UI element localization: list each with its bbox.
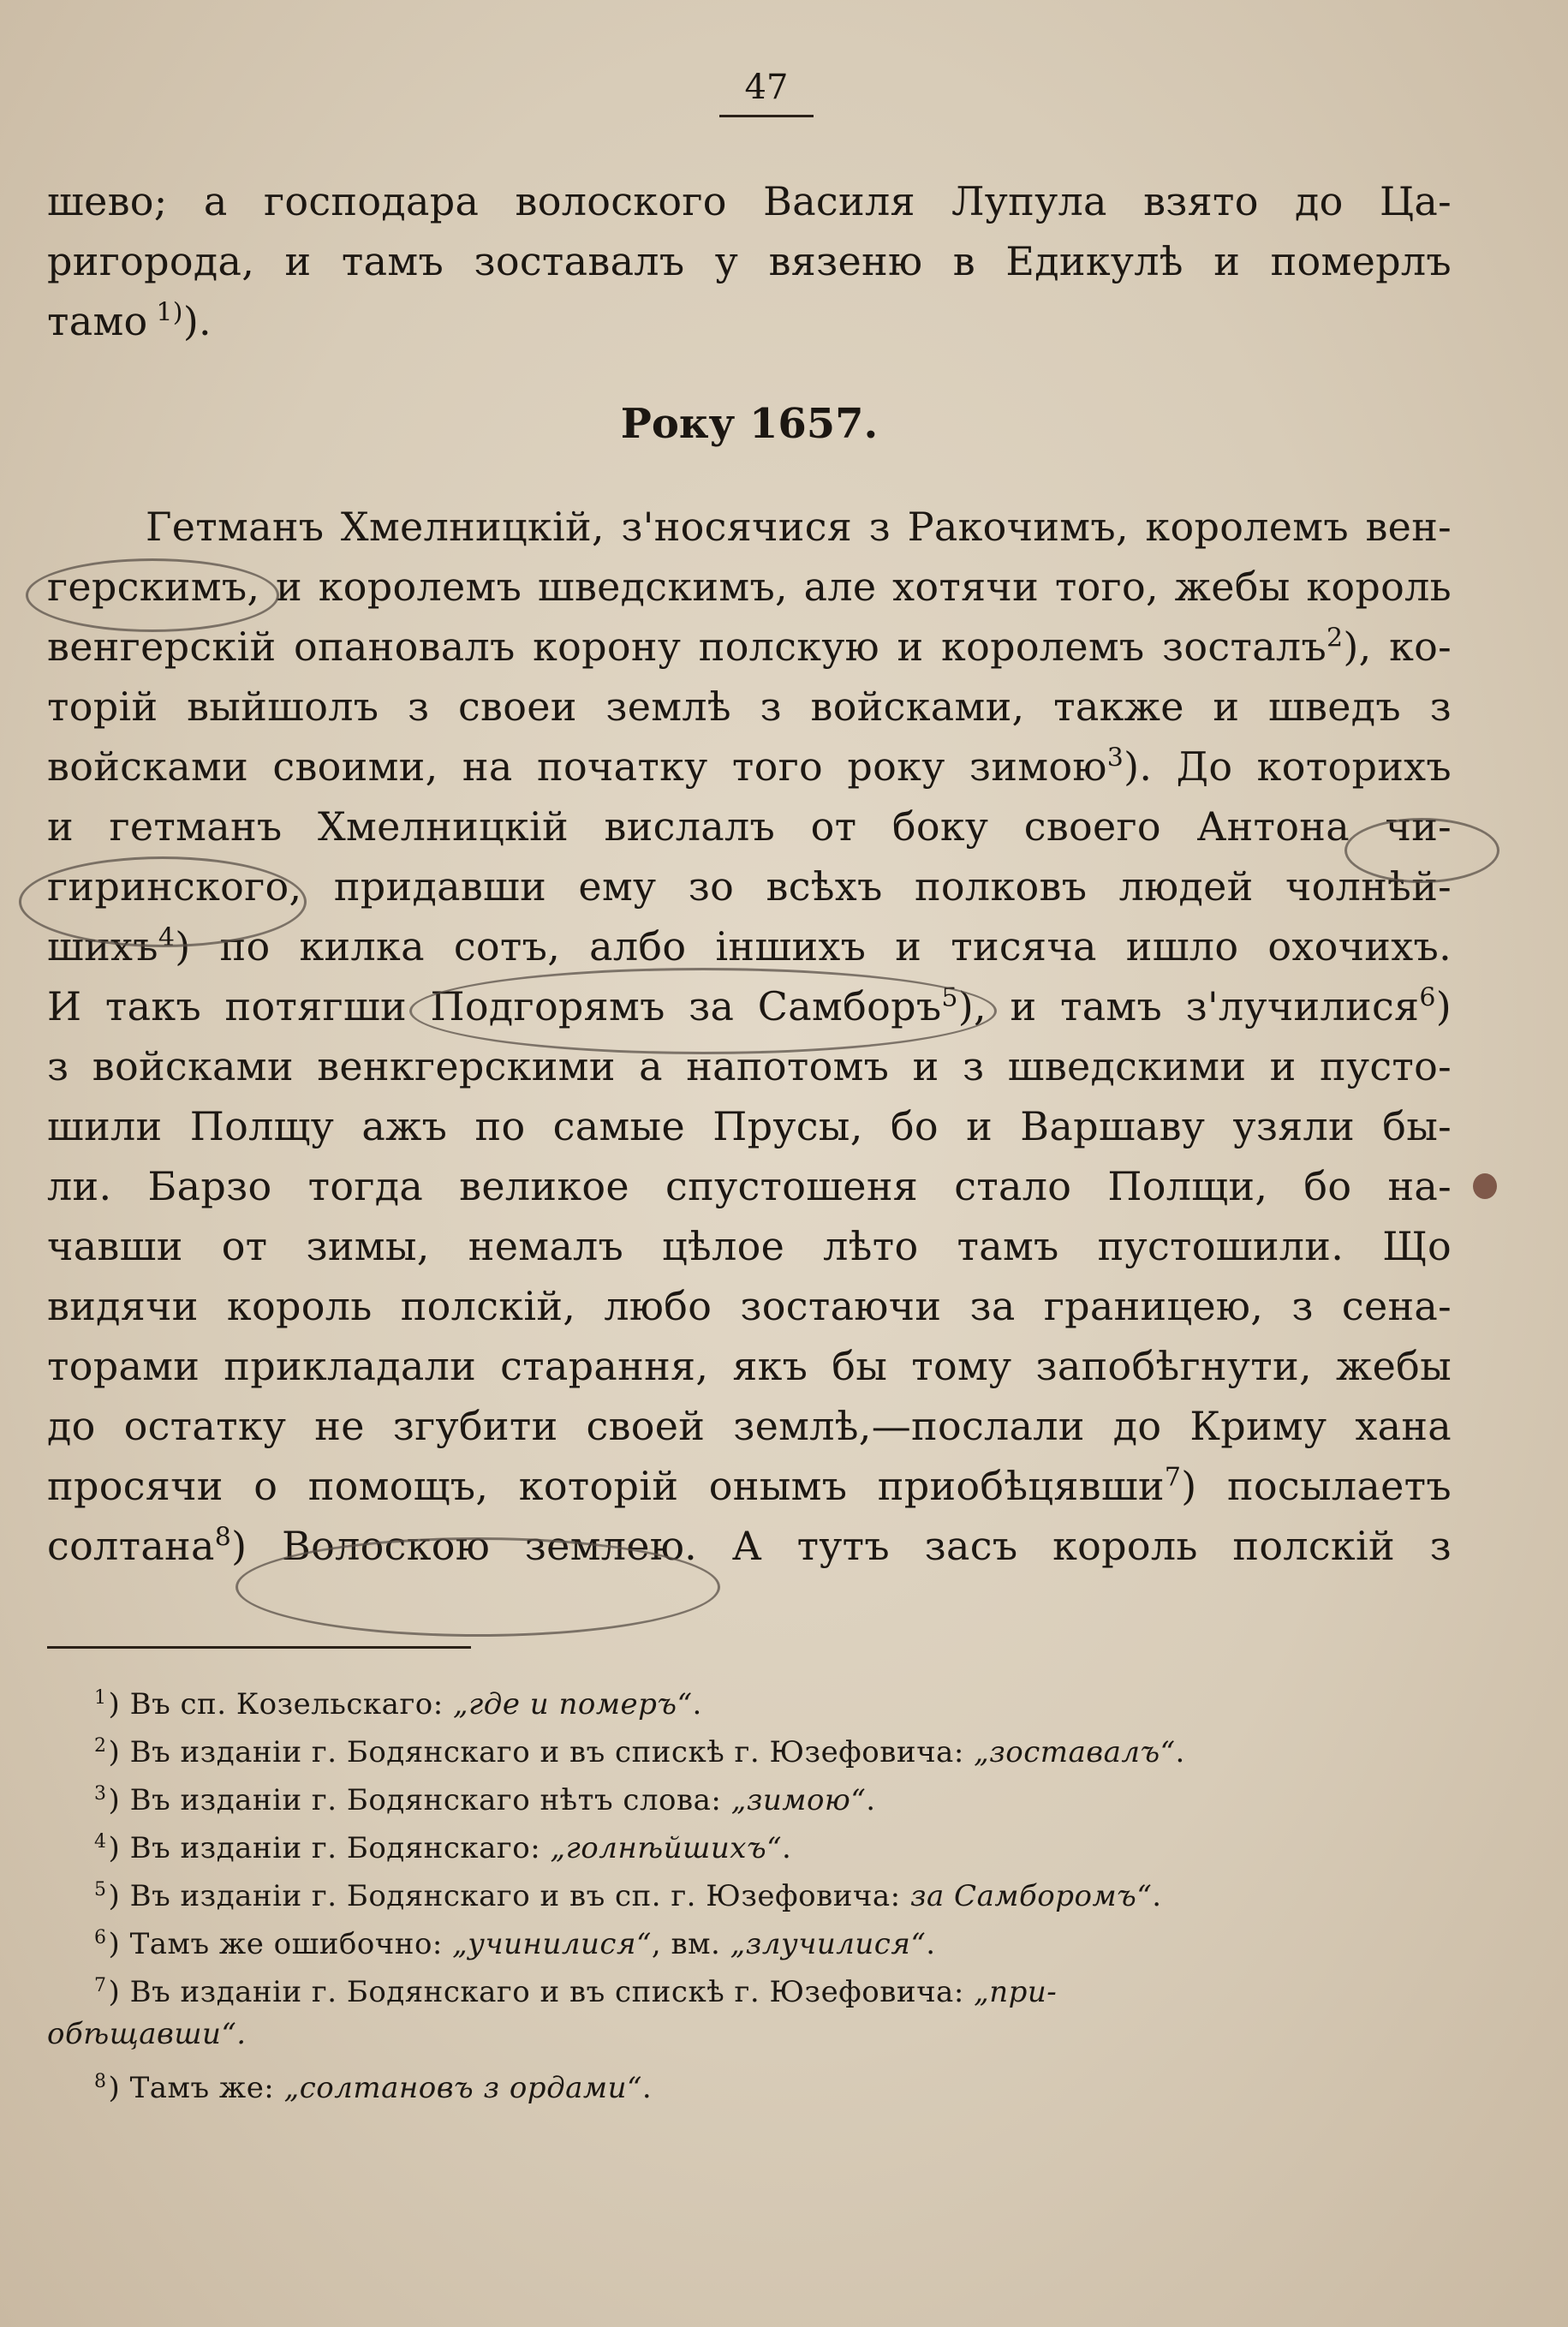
text-line: торій выйшолъ з своеи землѣ з войсками, также и шведъ з [47,683,1452,730]
text-line: шево; а господара волоского Василя Лупула взято до Ца- [47,178,1452,224]
footnotes [47,1674,1452,2106]
footnote-ref: 2 [1327,623,1344,653]
footnote-ref: 7 [1164,1462,1182,1493]
text-line: видячи король полскій, любо зостаючи за границею, з сена- [47,1283,1452,1329]
text-line: до остатку не згубити своей землѣ,—послали до Криму хана [47,1403,1452,1449]
pencil-circle-mark [19,856,307,947]
footnote: $^7$) Въ изданіи г. Бодянскаго и въ спискѣ г. Юзефовича: „при- [94,1975,1058,2009]
footnote: $^5$) Въ изданіи г. Бодянскаго и въ сп. г. Юзефовича: за Самборомъ“. [94,1879,1162,1913]
text-line: з войсками венкгерскими а напотомъ и з шведскими и пусто- [47,1043,1452,1089]
footnote-ref: 4 [158,922,176,953]
text-line: и гетманъ Хмелницкій вислалъ от боку своего Антона чи- [47,803,1452,850]
text-line: И такъ потягши Подгорямъ за Самборъ$^5$), и тамъ з'лучилися$^6$) [47,982,1452,1029]
footnote: $^1$) Въ сп. Козельскаго: „где и померъ“. [94,1687,702,1721]
text-line: чавши от зимы, немалъ цѣлое лѣто тамъ пустошили. Що [47,1223,1452,1269]
footnote-ref: 8 [214,1522,232,1553]
footnote-ref: 1) [156,297,183,328]
text-line: герскимъ, и королемъ шведскимъ, але хотячи того, жебы король [47,564,1452,610]
text-line: торами прикладали старання, якъ бы тому запобѣгнути, жебы [47,1343,1452,1389]
text-line: шихъ$^4$) по килка сотъ, албо іншихъ и тисяча ишло охочихъ. [47,922,1452,970]
top-paragraph [47,171,1452,351]
text-line: венгерскій опановалъ корону полскую и королемъ зосталъ$^2$), ко- [47,623,1452,670]
footnote: $^6$) Тамъ же ошибочно: „учинилися“, вм. „злучилися“. [94,1927,936,1961]
footnote: $^2$) Въ изданіи г. Бодянскаго и въ спискѣ г. Юзефовича: „зоставалъ“. [94,1735,1185,1769]
text-line: гиринского, придавши ему зо всѣхъ полковъ людей чолнѣй- [47,863,1452,910]
text-line: ли. Барзо тогда великое спустошеня стало Полщи, бо на- [47,1163,1452,1209]
pencil-circle-mark [235,1537,720,1637]
ink-stain [1473,1173,1497,1199]
section-heading: Року 1657. [620,400,879,448]
pencil-circle-mark [409,968,997,1054]
footnote-continuation: обѣщавши“. [47,2017,247,2051]
text-line: Гетманъ Хмелницкій, з'носячися з Ракочимъ, королемъ вен- [146,504,1452,550]
footnote: $^3$) Въ изданіи г. Бодянскаго нѣтъ слова: „зимою“. [94,1783,876,1817]
text-line: шили Полщу ажъ по самые Прусы, бо и Варшаву узяли бы- [47,1103,1452,1149]
text-line: ригорода, и тамъ зоставалъ у вязеню в Едикулѣ и померлъ [47,238,1452,284]
footnote: $^8$) Тамъ же: „солтановъ з ордами“. [94,2071,653,2105]
pencil-circle-mark [1344,818,1499,883]
footnote-ref: 5 [941,982,958,1013]
page-number-rule [719,115,814,117]
footnote: $^4$) Въ изданіи г. Бодянскаго: „голнѣйшихъ“. [94,1831,792,1865]
text-line: тамо $^{1)}$). [47,297,212,344]
text-line: солтана$^8$) Волоскою землею. А тутъ засъ король полскій з [47,1522,1452,1569]
text-line: просячи о помощъ, которій онымъ приобѣцявши$^7$) посылаетъ [47,1462,1452,1509]
text-line: войсками своими, на початку того року зимою$^3$). До которихъ [47,743,1452,790]
footnote-separator [47,1646,471,1649]
pencil-circle-mark [26,558,279,632]
page-number: 47 [744,68,789,107]
footnote-ref: 3 [1106,743,1124,773]
footnote-ref: 6 [1419,982,1436,1013]
